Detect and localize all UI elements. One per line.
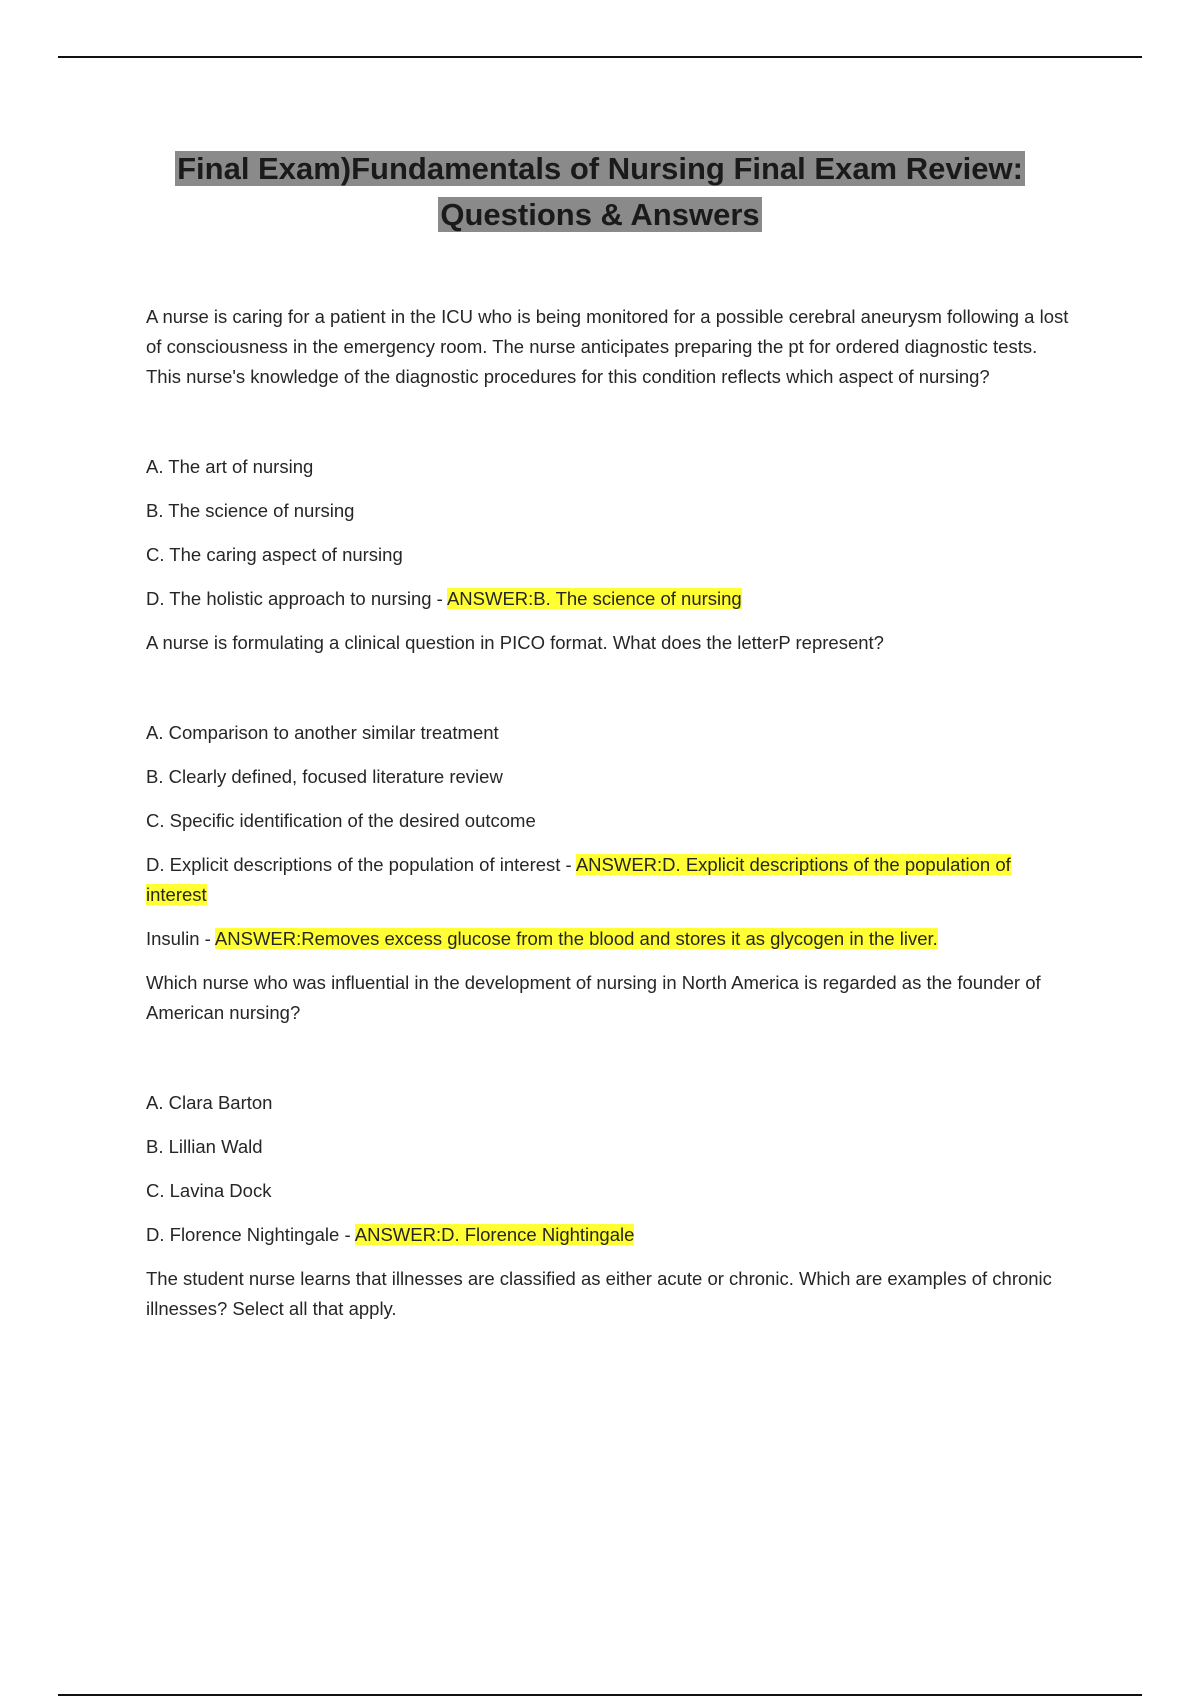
top-rule — [58, 56, 1142, 58]
option-item: C. Lavina Dock — [146, 1180, 272, 1201]
answer-highlight: ANSWER:B. The science of nursing — [446, 588, 742, 609]
answer-line — [146, 584, 1076, 614]
document-body — [146, 302, 1076, 1324]
option-item: B. Clearly defined, focused literature review — [146, 766, 503, 787]
answer-highlight: ANSWER:Removes excess glucose from the blood and stores it as glycogen in the liver. — [214, 928, 938, 949]
option-item: B. The science of nursing — [146, 500, 355, 521]
question-prompt: A nurse is formulating a clinical question in PICO format. What does the letterP represent? — [146, 632, 884, 653]
option-item: D. Explicit descriptions of the population of interest - — [146, 854, 576, 875]
question-prompt: Insulin - — [146, 928, 215, 949]
page-title — [100, 146, 1100, 238]
option-item: B. Lillian Wald — [146, 1136, 263, 1157]
bottom-rule — [58, 1694, 1142, 1696]
title-line-2: Questions & Answers — [440, 197, 760, 232]
answer-line — [146, 924, 1076, 954]
option-item: D. The holistic approach to nursing - — [146, 588, 447, 609]
option-item: A. Clara Barton — [146, 1092, 273, 1113]
question-prompt: A nurse is caring for a patient in the ICU who is being monitored for a possible cerebral aneurysm following a lost of consciousness in the emergency room. The nurse anticipates preparing the pt for ordered diagnostic tests. This nurse's knowledge of the diagnostic procedures for this condition reflects which aspect of nursing? — [146, 306, 1069, 387]
option-item: C. The caring aspect of nursing — [146, 544, 403, 565]
option-item: C. Specific identification of the desired outcome — [146, 810, 536, 831]
question-prompt: The student nurse learns that illnesses are classified as either acute or chronic. Which are examples of chronic illnesses? Select all that apply. — [146, 1268, 1052, 1319]
option-item: A. Comparison to another similar treatment — [146, 722, 499, 743]
title-line-1: Final Exam)Fundamentals of Nursing Final Exam Review: — [177, 151, 1023, 186]
answer-highlight: ANSWER:D. Florence Nightingale — [354, 1224, 635, 1245]
question-prompt: Which nurse who was influential in the development of nursing in North America is regarded as the founder of American nursing? — [146, 972, 1041, 1023]
option-item: A. The art of nursing — [146, 456, 314, 477]
answer-line — [146, 1220, 1076, 1250]
answer-highlight: ANSWER:D. Explicit descriptions of the population of interest — [146, 854, 1011, 905]
answer-line — [146, 850, 1076, 910]
option-item: D. Florence Nightingale - — [146, 1224, 355, 1245]
